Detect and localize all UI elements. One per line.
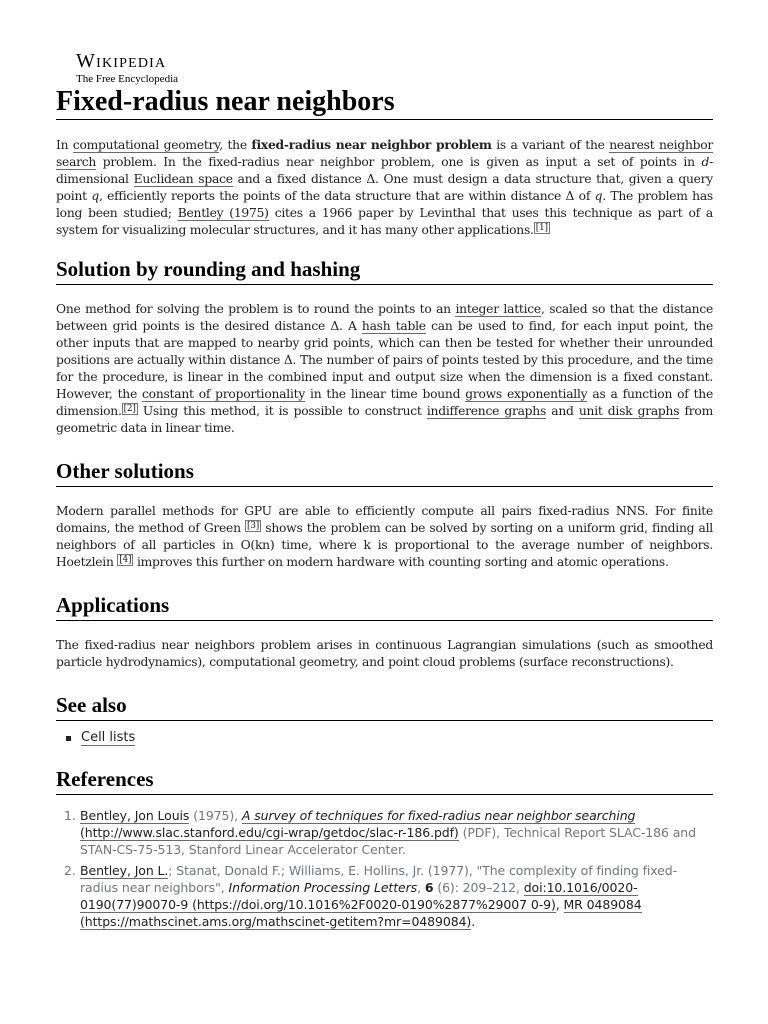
volume: 6: [424, 880, 434, 895]
logo-tagline: The Free Encyclopedia: [76, 73, 179, 85]
ref-1[interactable]: [1]: [535, 223, 548, 233]
wikipedia-logo[interactable]: [76, 50, 713, 85]
reference-item: 2. Bentley, Jon L.; Stanat, Donald F.; Williams, E. Hollins, Jr. (1977), "The complexity of finding fixed-radius near neighbors", Information Processing Letters, 6 (6): 209–212, doi:10.1016/0020-0190(77)90070-9 (https://doi.org/10.1016%2F0020-0190%2877%29007 0-9), MR 0489084 (https://mathscinet.ams.org/mathscinet-getitem?mr=0489084).: [64, 863, 678, 929]
page-title: Fixed-radius near neighbors: [56, 87, 713, 120]
intro-paragraph: In computational geometry, the fixed-radius near neighbor problem is a variant of the nearest neighbor search problem. In the fixed-radius near neighbor problem, one is given as input a set of points in d-dimensional Euclidean space and a fixed distance Δ. One must design a data structure that, given a query point q, efficiently reports the points of the data structure that are within distance Δ of q. The problem has long been studied; Bentley (1975) cites a 1966 paper by Levinthal that uses this technique as part of a system for visualizing molecular structures, and it has many other applications. [1]: [56, 137, 714, 237]
link-author-bentley-jon-l[interactable]: Bentley, Jon L.: [80, 863, 169, 878]
link-slac-pdf[interactable]: (http://www.slac.stanford.edu/cgi-wrap/getdoc/slac-r-186.pdf): [80, 825, 459, 840]
link-indifference-graphs[interactable]: indifference graphs: [426, 404, 547, 418]
heading-see-also: See also: [56, 693, 713, 721]
reference-number: 2.: [64, 863, 76, 878]
journal-name: Information Processing Letters: [228, 880, 418, 895]
link-mathscinet[interactable]: MR 0489084 (https://mathscinet.ams.org/mathscinet-getitem?mr=0489084): [80, 897, 642, 929]
heading-applications: Applications: [56, 593, 713, 621]
heading-solution-rounding-hashing: Solution by rounding and hashing: [56, 257, 713, 285]
list-item: [66, 729, 713, 747]
link-survey-title[interactable]: A survey of techniques for fixed-radius near neighbor searching: [241, 808, 636, 823]
link-grows-exponentially[interactable]: grows exponentially: [465, 387, 588, 401]
reference-number: 1.: [64, 808, 76, 823]
link-bentley-1975[interactable]: Bentley (1975): [177, 206, 269, 220]
ref-3[interactable]: [3]: [247, 521, 260, 531]
link-unit-disk-graphs[interactable]: unit disk graphs: [578, 404, 680, 418]
link-constant-of-proportionality[interactable]: constant of proportionality: [142, 387, 306, 401]
heading-other-solutions: Other solutions: [56, 459, 713, 487]
article: [56, 50, 713, 934]
applications-paragraph: The fixed-radius near neighbors problem arises in continuous Lagrangian simulations (such as smoothed particle hydrodynamics), computational geometry, and point cloud problems (surface reconstructions).: [56, 638, 713, 669]
logo-wordmark: Wikipedia: [76, 50, 167, 72]
link-cell-lists[interactable]: Cell lists: [81, 730, 136, 745]
heading-references: References: [56, 767, 713, 795]
link-author-bentley-jon-louis[interactable]: Bentley, Jon Louis: [80, 808, 190, 823]
link-doi[interactable]: doi:10.1016/0020-0190(77)90070-9 (https://doi.org/10.1016%2F0020-0190%2877%29007 0-9): [80, 880, 638, 912]
bold-term: fixed-radius near neighbor problem: [251, 137, 492, 152]
other-solutions-paragraph: Modern parallel methods for GPU are able to efficiently compute all pairs fixed-radius NNS. For finite domains, the method of Green [3] shows the problem can be solved by sorting on a uniform grid, finding all neighbors of all particles in O(kn) time, where k is proportional to the average number of neighbors. Hoetzlein [4] improves this further on modern hardware with counting sorting and atomic operations.: [56, 504, 713, 569]
rounding-paragraph: One method for solving the problem is to round the points to an integer lattice, scaled so that the distance between grid points is the desired distance Δ. A hash table can be used to find, for each input point, the other inputs that are mapped to nearby grid points, which can then be tested for whether their unrounded positions are actually within distance Δ. The number of pairs of points tested by this procedure, and the time for the procedure, is linear in the combined input and output size when the dimension is a fixed constant. However, the constant of proportionality in the linear time bound grows exponentially as a function of the dimension. [2] Using this method, it is possible to construct indifference graphs and unit disk graphs from geometric data in linear time.: [56, 302, 714, 435]
references-list: [56, 807, 713, 930]
ref-4[interactable]: [4]: [119, 555, 132, 565]
see-also-list: [56, 729, 713, 747]
reference-item: 1. Bentley, Jon Louis (1975), A survey of techniques for fixed-radius near neighbor searching (http://www.slac.stanford.edu/cgi-wrap/getdoc/slac-r-186.pdf) (PDF), Technical Report SLAC-186 and STAN-CS-75-513, Stanford Linear Accelerator Center.: [64, 808, 696, 857]
ref-2[interactable]: [2]: [123, 404, 136, 414]
link-nearest-neighbor-search[interactable]: nearest neighbor search: [56, 138, 714, 169]
link-hash-table[interactable]: hash table: [361, 319, 426, 333]
link-euclidean-space[interactable]: Euclidean space: [133, 172, 233, 186]
link-integer-lattice[interactable]: integer lattice: [455, 302, 541, 316]
link-computational-geometry[interactable]: computational geometry: [72, 138, 220, 152]
